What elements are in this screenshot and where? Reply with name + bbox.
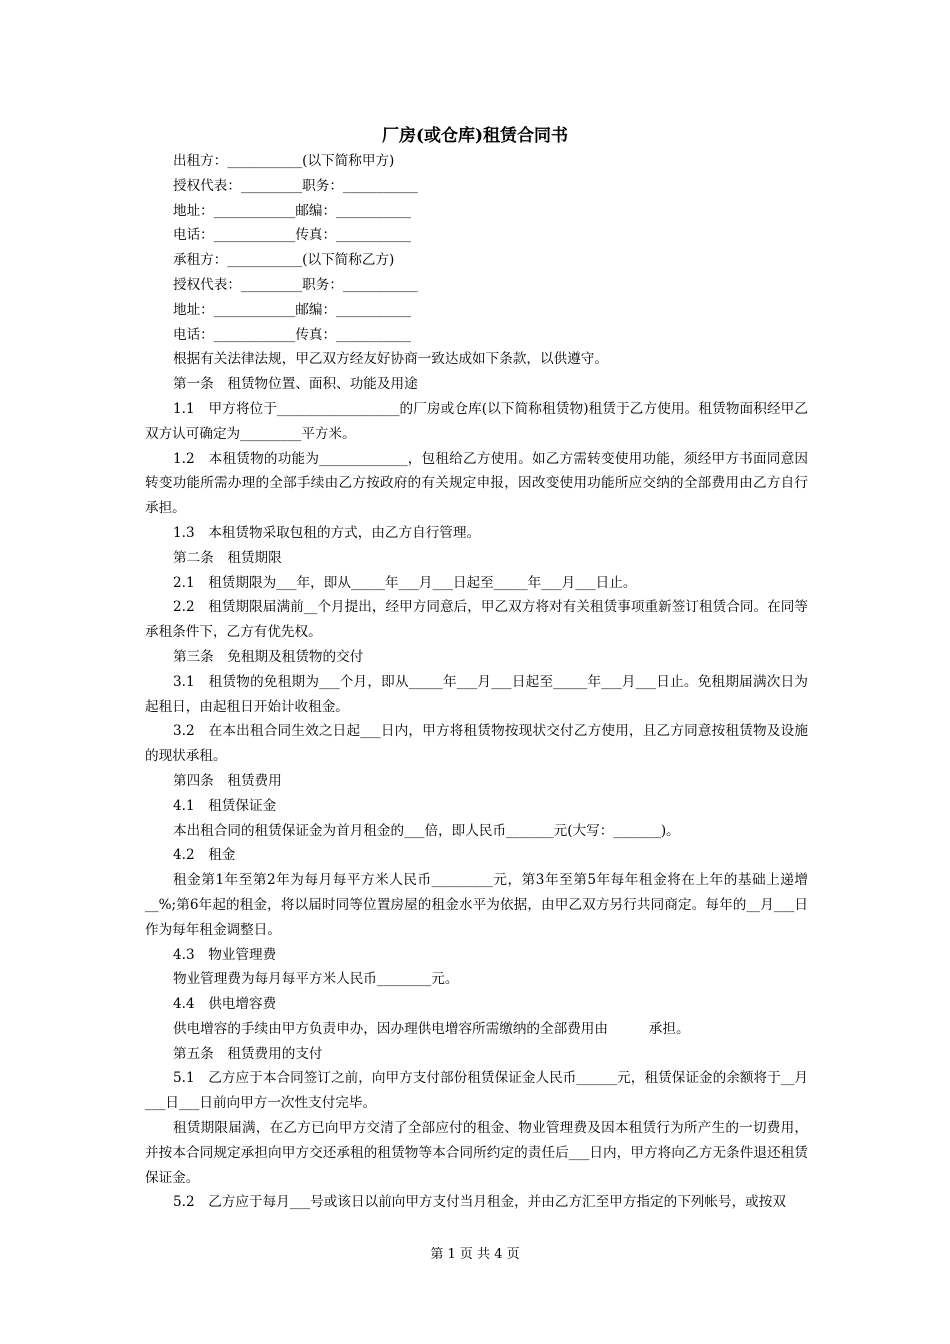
paragraph: 2.1 租赁期限为___年，即从_____年___月___日起至_____年___月___日止。 bbox=[173, 574, 637, 591]
paragraph: 承租方：___________(以下简称乙方) bbox=[173, 252, 395, 269]
paragraph: 地址：____________邮编：___________ bbox=[173, 301, 411, 318]
paragraph: 电话：____________传真：___________ bbox=[173, 227, 411, 244]
paragraph: 授权代表：_________职务：___________ bbox=[173, 177, 418, 194]
paragraph: 物业管理费为每月每平方米人民币________元。 bbox=[173, 971, 459, 988]
paragraph: 1.3 本租赁物采取包租的方式，由乙方自行管理。 bbox=[173, 524, 481, 541]
subsection-heading: 4.3 物业管理费 bbox=[173, 946, 277, 963]
paragraph: 2.2 租赁期限届满前__个月提出，经甲方同意后，甲乙双方将对有关租赁事项重新签订租赁合同。在同等承租条件下，乙方有优先权。 bbox=[145, 599, 808, 641]
page-footer: 第 1 页 共 4 页 bbox=[430, 1247, 520, 1262]
subsection-heading: 4.1 租赁保证金 bbox=[173, 797, 277, 814]
paragraph: 5.2 乙方应于每月___号或该日以前向甲方支付当月租金，并由乙方汇至甲方指定的下列帐号，或按双 bbox=[173, 1194, 786, 1211]
paragraph: 3.2 在本出租合同生效之日起___日内，甲方将租赁物按现状交付乙方使用，且乙方同意按租赁物及设施的现状承租。 bbox=[145, 723, 808, 765]
paragraph: 租赁期限届满，在乙方已向甲方交清了全部应付的租金、物业管理费及因本租赁行为所产生的一切费用，并按本合同规定承担向甲方交还承租的租赁物等本合同所约定的责任后___日内，甲方将向乙方无条件退还租赁保证金。 bbox=[145, 1120, 808, 1186]
section-heading: 第二条 租赁期限 bbox=[173, 549, 282, 566]
paragraph: 授权代表：_________职务：___________ bbox=[173, 276, 418, 293]
section-heading: 第四条 租赁费用 bbox=[173, 772, 282, 789]
document-title: 厂房(或仓库)租赁合同书 bbox=[381, 126, 569, 146]
paragraph: 供电增容的手续由甲方负责申办，因办理供电增容所需缴纳的全部费用由 承担。 bbox=[173, 1020, 690, 1037]
paragraph: 1.1 甲方将位于__________________的厂房或仓库(以下简称租赁物)租赁于乙方使用。租赁物面积经甲乙双方认可确定为_________平方米。 bbox=[145, 400, 808, 442]
paragraph: 5.1 乙方应于本合同签订之前，向甲方支付部份租赁保证金人民币______元，租赁保证金的余额将于__月___日___日前向甲方一次性支付完毕。 bbox=[145, 1070, 808, 1112]
section-heading: 第一条 租赁物位置、面积、功能及用途 bbox=[173, 376, 418, 393]
paragraph: 出租方：___________(以下简称甲方) bbox=[173, 153, 395, 169]
document-body bbox=[145, 149, 808, 1215]
section-heading: 第三条 免租期及租赁物的交付 bbox=[173, 648, 364, 665]
paragraph: 本出租合同的租赁保证金为首月租金的___倍，即人民币_______元(大写：_______)。 bbox=[173, 822, 680, 839]
subsection-heading: 4.4 供电增容费 bbox=[173, 996, 277, 1013]
paragraph: 3.1 租赁物的免租期为___个月，即从_____年___月___日起至_____年___月___日止。免租期届满次日为起租日，由起租日开始计收租金。 bbox=[145, 673, 808, 715]
paragraph: 租金第1年至第2年为每月每平方米人民币_________元，第3年至第5年每年租金将在上年的基础上递增__%;第6年起的租金，将以届时同等位置房屋的租金水平为依据，由甲乙双方另行共同商定。每年的__月___日作为每年租金调整日。 bbox=[145, 872, 808, 938]
paragraph: 1.2 本租赁物的功能为_____________，包租给乙方使用。如乙方需转变使用功能，须经甲方书面同意因转变功能所需办理的全部手续由乙方按政府的有关规定申报，因改变使用功能所应交纳的全部费用由乙方自行承担。 bbox=[145, 450, 808, 517]
section-heading: 第五条 租赁费用的支付 bbox=[173, 1045, 323, 1062]
paragraph: 根据有关法律法规，甲乙双方经友好协商一致达成如下条款，以供遵守。 bbox=[173, 351, 608, 368]
subsection-heading: 4.2 租金 bbox=[173, 847, 236, 864]
paragraph: 电话：____________传真：___________ bbox=[173, 326, 411, 343]
paragraph: 地址：____________邮编：___________ bbox=[173, 202, 411, 219]
